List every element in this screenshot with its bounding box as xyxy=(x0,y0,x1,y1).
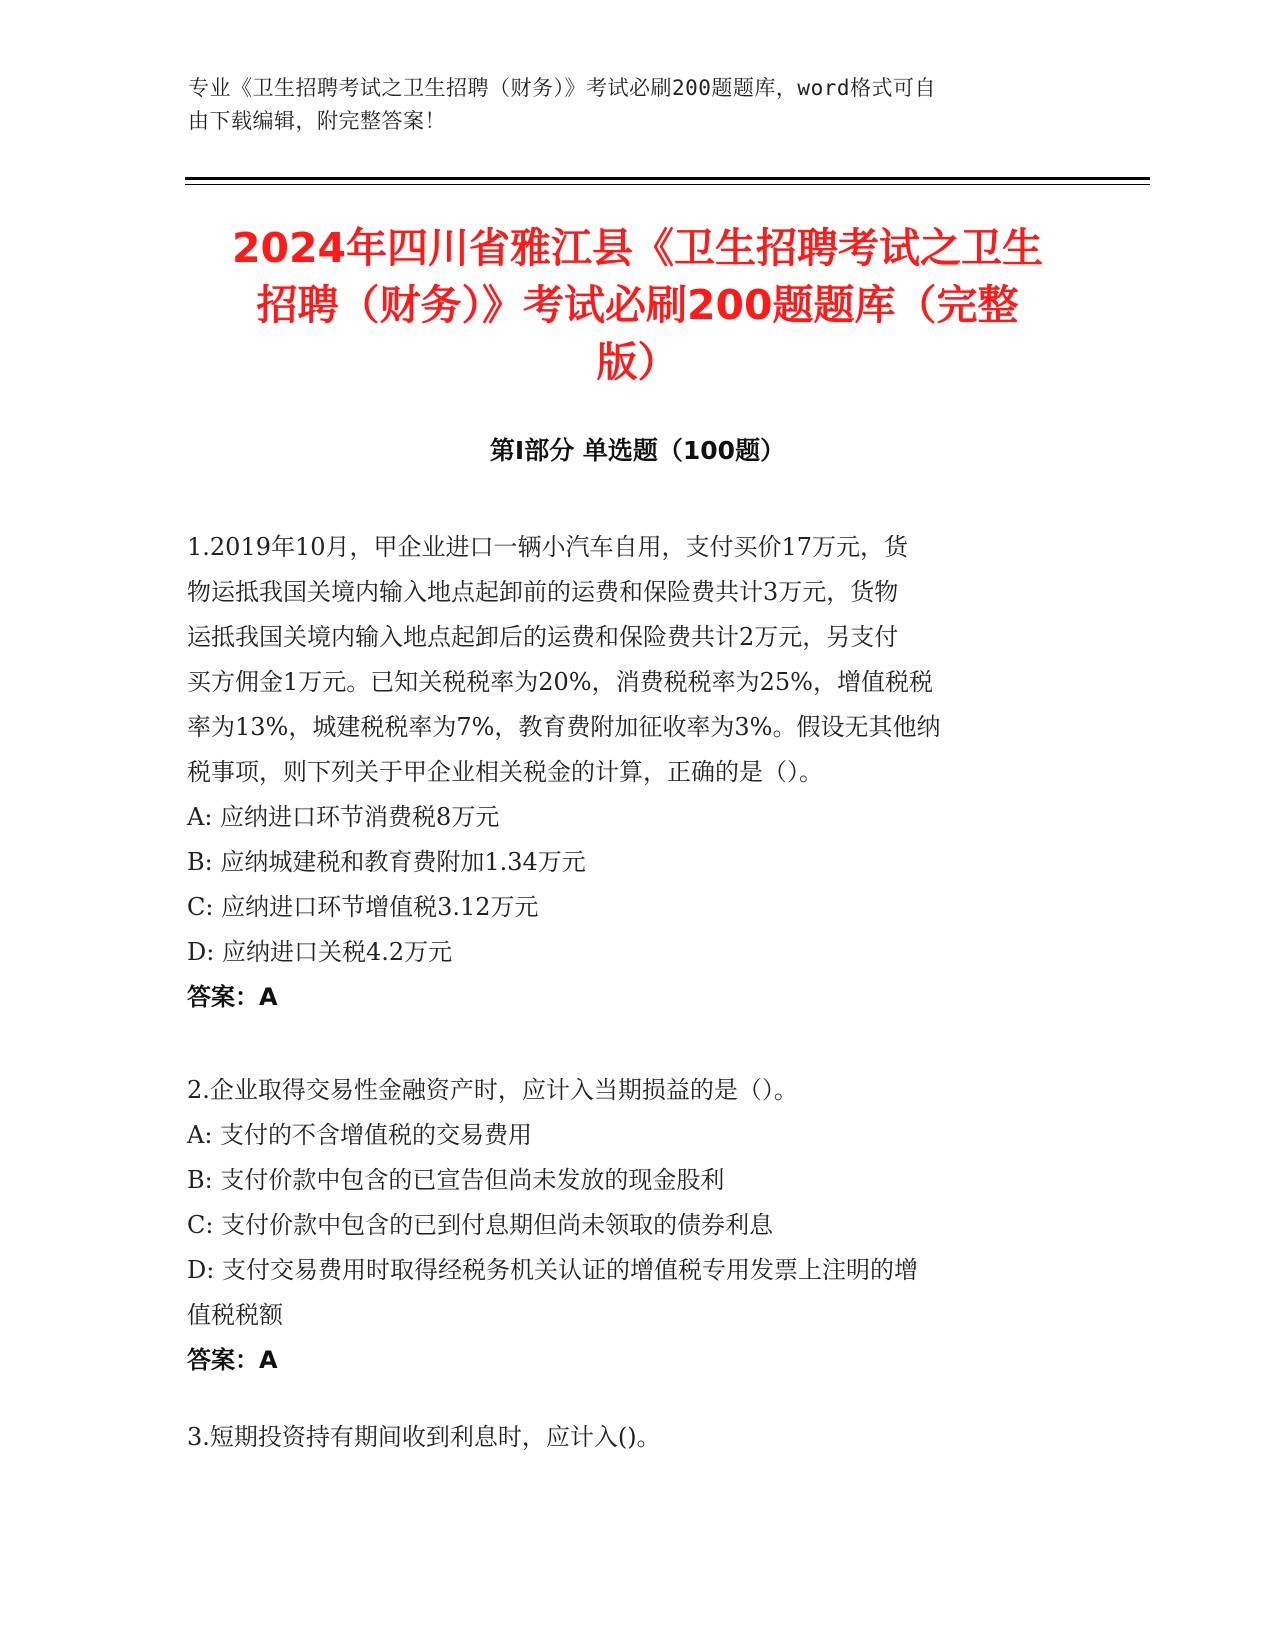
option-b: B: 支付价款中包含的已宣告但尚未发放的现金股利 xyxy=(187,1166,725,1194)
question-stem-line: 税事项，则下列关于甲企业相关税金的计算，正确的是（）。 xyxy=(187,758,823,786)
question-stem-line: 运抵我国关境内输入地点起卸后的运费和保险费共计2万元，另支付 xyxy=(187,623,899,651)
answer: 答案：A xyxy=(187,1346,278,1374)
header-note-line: 专业《卫生招聘考试之卫生招聘（财务）》考试必刷200题题库，word格式可自 xyxy=(188,76,936,100)
section-title: 第Ⅰ部分 单选题（100题） xyxy=(489,436,786,465)
question-stem-line: 2.企业取得交易性金融资产时，应计入当期损益的是（）。 xyxy=(187,1076,798,1104)
header-rule-thin xyxy=(185,184,1150,185)
header-note-line: 由下载编辑，附完整答案！ xyxy=(188,109,446,133)
question-stem-line: 1.2019年10月，甲企业进口一辆小汽车自用，支付买价17万元，货 xyxy=(187,533,909,561)
document-title xyxy=(150,220,1125,391)
option-d-continued: 值税税额 xyxy=(187,1301,283,1329)
question-stem-line: 物运抵我国关境内输入地点起卸前的运费和保险费共计3万元，货物 xyxy=(187,578,899,606)
title-line: 版） xyxy=(596,338,679,386)
question-stem-line: 买方佣金1万元。已知关税税率为20%，消费税税率为25%，增值税税 xyxy=(187,668,933,696)
question-stem-line: 3.短期投资持有期间收到利息时，应计入()。 xyxy=(187,1423,661,1451)
option-a: A: 应纳进口环节消费税8万元 xyxy=(187,803,500,831)
title-line: 招聘（财务）》考试必刷200题题库（完整 xyxy=(256,281,1019,329)
question-3 xyxy=(187,1415,1077,1460)
option-d: D: 支付交易费用时取得经税务机关认证的增值税专用发票上注明的增 xyxy=(187,1256,918,1284)
option-a: A: 支付的不含增值税的交易费用 xyxy=(187,1121,533,1149)
option-d: D: 应纳进口关税4.2万元 xyxy=(187,938,453,966)
header-rule-thick xyxy=(185,177,1150,180)
question-1 xyxy=(187,525,1077,1020)
title-line: 2024年四川省雅江县《卫生招聘考试之卫生 xyxy=(231,224,1044,272)
answer: 答案：A xyxy=(187,983,278,1011)
option-b: B: 应纳城建税和教育费附加1.34万元 xyxy=(187,848,586,876)
question-2 xyxy=(187,1068,1077,1383)
question-stem-line: 率为13%，城建税税率为7%，教育费附加征收率为3%。假设无其他纳 xyxy=(187,713,941,741)
option-c: C: 应纳进口环节增值税3.12万元 xyxy=(187,893,539,921)
header-note xyxy=(188,72,1078,138)
option-c: C: 支付价款中包含的已到付息期但尚未领取的债券利息 xyxy=(187,1211,774,1239)
